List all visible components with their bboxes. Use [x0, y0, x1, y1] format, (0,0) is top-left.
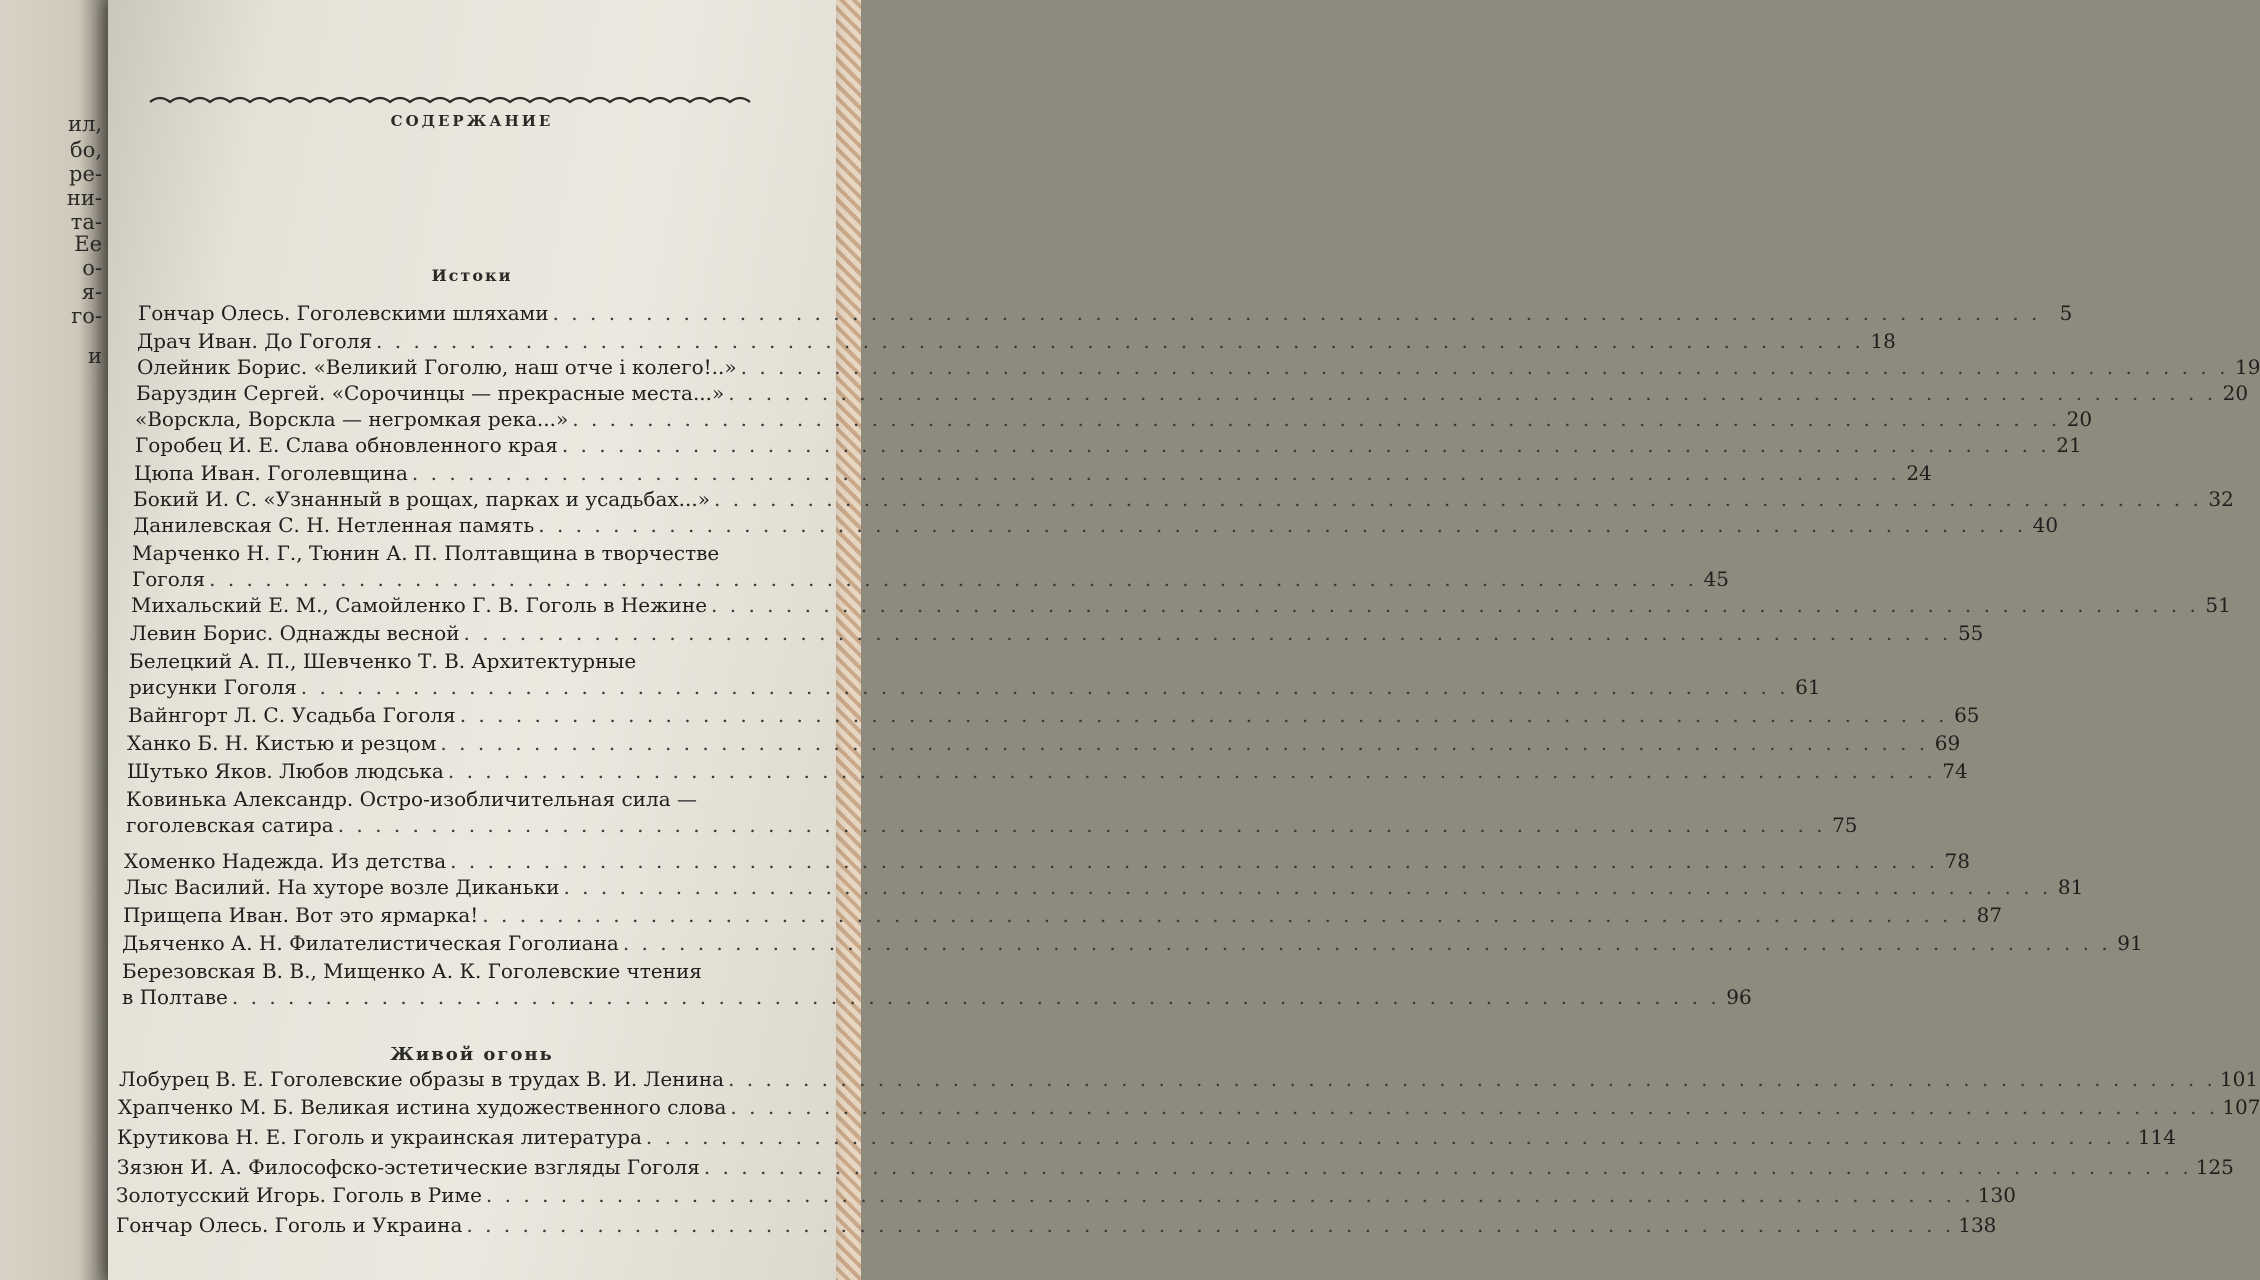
- dot-leader: . . . . . . . . . . . . . . . . . . . . . . . . . . . . . . . . . . . . . . . . . . . . . . . . . . . . . . . . . . . . . . . . . . . . . . . . . . . . . . . .: [572, 407, 2061, 431]
- toc-entry: [136, 380, 2249, 406]
- toc-page-number: 81: [2057, 875, 2084, 899]
- dot-leader: . . . . . . . . . . . . . . . . . . . . . . . . . . . . . . . . . . . . . . . . . . . . . . . . . . . . . . . . . . . . . . . . . . . . . . . . . . . . . . . .: [463, 621, 1952, 645]
- toc-entry: [124, 874, 2084, 900]
- toc-entry: [127, 730, 1961, 756]
- toc-entry-title: Дьяченко А. Н. Филателистическая Гоголиана: [122, 931, 619, 955]
- toc-entry-title: рисунки Гоголя: [129, 675, 297, 699]
- toc-entry-title: Гоголя: [132, 567, 206, 591]
- toc-entry-title: Крутикова Н. Е. Гоголь и украинская литература: [117, 1125, 642, 1149]
- toc-entry: [123, 902, 2003, 928]
- toc-entry: [117, 1154, 2234, 1180]
- toc-entry-title-line1: Марченко Н. Г., Тюнин А. П. Полтавщина в творчестве: [132, 541, 720, 565]
- dot-leader: . . . . . . . . . . . . . . . . . . . . . . . . . . . . . . . . . . . . . . . . . . . . . . . . . . . . . . . . . . . . . . . . . . . . . . . . . . . . . . . .: [740, 355, 2229, 379]
- dot-leader: . . . . . . . . . . . . . . . . . . . . . . . . . . . . . . . . . . . . . . . . . . . . . . . . . . . . . . . . . . . . . . . . . . . . . . . . . . . . . . . .: [231, 985, 1720, 1009]
- toc-page-number: 87: [1976, 903, 2003, 927]
- toc-page-number: 75: [1832, 813, 1858, 837]
- section-title: Истоки: [431, 266, 513, 285]
- toc-page-number: 125: [2195, 1155, 2234, 1179]
- toc-entry: [122, 958, 1752, 1010]
- toc-entry-title: Михальский Е. М., Самойленко Г. В. Гоголь в Нежине: [131, 593, 708, 617]
- toc-entry-title: Ханко Б. Н. Кистью и резцом: [127, 731, 437, 755]
- left-page-text: го-: [71, 304, 102, 328]
- dot-leader: . . . . . . . . . . . . . . . . . . . . . . . . . . . . . . . . . . . . . . . . . . . . . . . . . . . . . . . . . . . . . . . . . . . . . . . . . . . . . . . .: [730, 1095, 2219, 1119]
- left-page-text: та-: [70, 210, 102, 234]
- dot-leader: . . . . . . . . . . . . . . . . . . . . . . . . . . . . . . . . . . . . . . . . . . . . . . . . . . . . . . . . . . . . . . . . . . . . . . . . . . . . . . . .: [450, 849, 1938, 873]
- toc-page-number: 96: [1726, 985, 1752, 1009]
- toc-page-number: 5: [2059, 301, 2073, 325]
- toc-entry-title: Вайнгорт Л. С. Усадьба Гоголя: [128, 703, 456, 727]
- toc-entry-title: «Ворскла, Ворскла — негромкая река...»: [135, 407, 569, 431]
- toc-entry: [133, 512, 2059, 538]
- toc-entry-title: Олейник Борис. «Великий Гоголю, наш отче і колего!..»: [137, 355, 737, 379]
- toc-entry: [119, 1066, 2259, 1092]
- left-page-text: Ее: [74, 232, 102, 256]
- toc-entry: [128, 702, 1980, 728]
- left-page-text: о-: [82, 256, 102, 280]
- toc-entry-title: Драч Иван. До Гоголя: [137, 329, 373, 353]
- dot-leader: . . . . . . . . . . . . . . . . . . . . . . . . . . . . . . . . . . . . . . . . . . . . . . . . . . . . . . . . . . . . . . . . . . . . . . . . . . . . . . . .: [485, 1183, 1974, 1207]
- toc-entry: [118, 1094, 2260, 1120]
- dot-leader: . . . . . . . . . . . . . . . . . . . . . . . . . . . . . . . . . . . . . . . . . . . . . . . . . . . . . . . . . . . . . . . . . . . . . . . . . . . . . . . .: [728, 1067, 2216, 1091]
- toc-entry-title: Прищепа Иван. Вот это ярмарка!: [123, 903, 479, 927]
- left-page-text: ре-: [69, 162, 102, 186]
- toc-entry: [134, 460, 1932, 486]
- toc-entry: [137, 354, 2260, 380]
- toc-entry-title: Шутько Яков. Любов людська: [127, 759, 444, 783]
- toc-entry-title: Золотусский Игорь. Гоголь в Риме: [116, 1183, 482, 1207]
- toc-entry: [122, 930, 2143, 956]
- toc-page-number: 18: [1870, 329, 1896, 353]
- toc-page-number: 21: [2056, 433, 2082, 457]
- toc-page-number: 74: [1942, 759, 1968, 783]
- dot-leader: . . . . . . . . . . . . . . . . . . . . . . . . . . . . . . . . . . . . . . . . . . . . . . . . . . . . . . . . . . . . . . . . . . . . . . . . . . . . . . . .: [552, 301, 2041, 325]
- toc-page-number: 32: [2208, 487, 2234, 511]
- dot-leader: . . . . . . . . . . . . . . . . . . . . . . . . . . . . . . . . . . . . . . . . . . . . . . . . . . . . . . . . . . . . . . . . . . . . . . . . . . . . . . . .: [459, 703, 1948, 727]
- toc-page-number: 61: [1795, 675, 1821, 699]
- dot-leader: . . . . . . . . . . . . . . . . . . . . . . . . . . . . . . . . . . . . . . . . . . . . . . . . . . . . . . . . . . . . . . . . . . . . . . . . . . . . . . . .: [411, 461, 1900, 485]
- toc-page-number: 78: [1944, 849, 1970, 873]
- toc-entry-title: Бокий И. С. «Узнанный в рощах, парках и усадьбах...»: [133, 487, 710, 511]
- dot-leader: . . . . . . . . . . . . . . . . . . . . . . . . . . . . . . . . . . . . . . . . . . . . . . . . . . . . . . . . . . . . . . . . . . . . . . . . . . . . . . . .: [645, 1125, 2134, 1149]
- toc-entry: [132, 540, 1729, 592]
- dot-leader: . . . . . . . . . . . . . . . . . . . . . . . . . . . . . . . . . . . . . . . . . . . . . . . . . . . . . . . . . . . . . . . . . . . . . . . . . . . . . . . .: [376, 329, 1864, 353]
- dot-leader: . . . . . . . . . . . . . . . . . . . . . . . . . . . . . . . . . . . . . . . . . . . . . . . . . . . . . . . . . . . . . . . . . . . . . . . . . . . . . . . .: [561, 433, 2050, 457]
- toc-entry-title: Левин Борис. Однажды весной: [130, 621, 460, 645]
- left-page-text: я-: [81, 280, 102, 304]
- toc-entry: [126, 786, 1858, 838]
- toc-entry-title: Баруздин Сергей. «Сорочинцы — прекрасные места...»: [136, 381, 725, 405]
- toc-page-number: 138: [1958, 1213, 1997, 1237]
- toc-entry-title: гоголевская сатира: [126, 813, 334, 837]
- toc-page-number: 107: [2222, 1095, 2260, 1119]
- left-page-text: бо,: [70, 138, 102, 162]
- contents-page: [108, 0, 2260, 1280]
- toc-entry: [131, 592, 2231, 618]
- toc-entry-title: Зязюн И. А. Философско-эстетические взгляды Гоголя: [117, 1155, 700, 1179]
- toc-entry: [130, 620, 1984, 646]
- toc-entry: [138, 300, 2073, 326]
- toc-entry: [137, 328, 1896, 354]
- toc-entry-title: Храпченко М. Б. Великая истина художественного слова: [118, 1095, 727, 1119]
- toc-entry: [129, 648, 1821, 700]
- toc-entry-title-line1: Березовская В. В., Мищенко А. К. Гоголевские чтения: [122, 959, 702, 983]
- dot-leader: . . . . . . . . . . . . . . . . . . . . . . . . . . . . . . . . . . . . . . . . . . . . . . . . . . . . . . . . . . . . . . . . . . . . . . . . . . . . . . . .: [563, 875, 2052, 899]
- left-page-text: ил,: [67, 112, 102, 136]
- toc-entry-title: Цюпа Иван. Гоголевщина: [134, 461, 408, 485]
- dot-leader: . . . . . . . . . . . . . . . . . . . . . . . . . . . . . . . . . . . . . . . . . . . . . . . . . . . . . . . . . . . . . . . . . . . . . . . . . . . . . . . .: [728, 381, 2217, 405]
- toc-entry-title: в Полтаве: [122, 985, 228, 1009]
- left-page-text: ни-: [66, 186, 102, 210]
- dot-leader: . . . . . . . . . . . . . . . . . . . . . . . . . . . . . . . . . . . . . . . . . . . . . . . . . . . . . . . . . . . . . . . . . . . . . . . . . . . . . . . .: [711, 593, 2199, 617]
- toc-page-number: 19: [2235, 355, 2260, 379]
- page-title: СОДЕРЖАНИЕ: [390, 112, 554, 130]
- toc-page-number: 130: [1977, 1183, 2016, 1207]
- toc-page-number: 101: [2219, 1067, 2259, 1091]
- toc-entry: [135, 432, 2082, 458]
- toc-page-number: 20: [2066, 407, 2093, 431]
- dot-leader: . . . . . . . . . . . . . . . . . . . . . . . . . . . . . . . . . . . . . . . . . . . . . . . . . . . . . . . . . . . . . . . . . . . . . . . . . . . . . . . .: [703, 1155, 2192, 1179]
- toc-entry: [127, 758, 1968, 784]
- toc-page-number: 51: [2205, 593, 2231, 617]
- dot-leader: . . . . . . . . . . . . . . . . . . . . . . . . . . . . . . . . . . . . . . . . . . . . . . . . . . . . . . . . . . . . . . . . . . . . . . . . . . . . . . . .: [482, 903, 1971, 927]
- toc-entry: [116, 1212, 1997, 1238]
- dot-leader: . . . . . . . . . . . . . . . . . . . . . . . . . . . . . . . . . . . . . . . . . . . . . . . . . . . . . . . . . . . . . . . . . . . . . . . . . . . . . . . .: [622, 931, 2111, 955]
- section-title: Живой огонь: [390, 1044, 554, 1065]
- toc-page-number: 55: [1957, 621, 1984, 645]
- toc-page-number: 65: [1954, 703, 1980, 727]
- dot-leader: . . . . . . . . . . . . . . . . . . . . . . . . . . . . . . . . . . . . . . . . . . . . . . . . . . . . . . . . . . . . . . . . . . . . . . . . . . . . . . . .: [713, 487, 2202, 511]
- dot-leader: . . . . . . . . . . . . . . . . . . . . . . . . . . . . . . . . . . . . . . . . . . . . . . . . . . . . . . . . . . . . . . . . . . . . . . . . . . . . . . . .: [466, 1213, 1955, 1237]
- toc-entry: [135, 406, 2093, 432]
- dot-leader: . . . . . . . . . . . . . . . . . . . . . . . . . . . . . . . . . . . . . . . . . . . . . . . . . . . . . . . . . . . . . . . . . . . . . . . . . . . . . . . .: [300, 675, 1789, 699]
- toc-page-number: 114: [2137, 1125, 2176, 1149]
- toc-entry: [133, 486, 2234, 512]
- toc-entry-title: Хоменко Надежда. Из детства: [124, 849, 447, 873]
- toc-page-number: 20: [2222, 381, 2249, 405]
- toc-entry: [116, 1182, 2016, 1208]
- toc-page-number: 45: [1703, 567, 1729, 591]
- toc-entry-title: Лыс Василий. На хуторе возле Диканьки: [124, 875, 560, 899]
- toc-page-number: 24: [1906, 461, 1932, 485]
- left-page: [0, 0, 112, 1280]
- toc-entry: [124, 848, 1970, 874]
- toc-entry-title: Данилевская С. Н. Нетленная память: [133, 513, 535, 537]
- toc-page-number: 91: [2117, 931, 2143, 955]
- dot-leader: . . . . . . . . . . . . . . . . . . . . . . . . . . . . . . . . . . . . . . . . . . . . . . . . . . . . . . . . . . . . . . . . . . . . . . . . . . . . . . . .: [447, 759, 1936, 783]
- toc-entry-title: Лобурец В. Е. Гоголевские образы в трудах В. И. Ленина: [119, 1067, 725, 1091]
- toc-page-number: 40: [2032, 513, 2059, 537]
- left-page-text: и: [88, 344, 102, 368]
- dot-leader: . . . . . . . . . . . . . . . . . . . . . . . . . . . . . . . . . . . . . . . . . . . . . . . . . . . . . . . . . . . . . . . . . . . . . . . . . . . . . . . .: [440, 731, 1929, 755]
- toc-entry-title: Гончар Олесь. Гоголевскими шляхами: [138, 301, 549, 325]
- dot-leader: . . . . . . . . . . . . . . . . . . . . . . . . . . . . . . . . . . . . . . . . . . . . . . . . . . . . . . . . . . . . . . . . . . . . . . . . . . . . . . . .: [337, 813, 1826, 837]
- toc-page-number: 69: [1934, 731, 1961, 755]
- toc-entry: [117, 1124, 2176, 1150]
- dot-leader: . . . . . . . . . . . . . . . . . . . . . . . . . . . . . . . . . . . . . . . . . . . . . . . . . . . . . . . . . . . . . . . . . . . . . . . . . . . . . . . .: [209, 567, 1697, 591]
- toc-entry-title-line1: Ковинька Александр. Остро-изобличительная сила —: [126, 787, 697, 811]
- toc-entry-title: Гончар Олесь. Гоголь и Украина: [116, 1213, 463, 1237]
- scalloped-ornament: [144, 72, 764, 112]
- dot-leader: . . . . . . . . . . . . . . . . . . . . . . . . . . . . . . . . . . . . . . . . . . . . . . . . . . . . . . . . . . . . . . . . . . . . . . . . . . . . . . . .: [538, 513, 2027, 537]
- toc-entry-title-line1: Белецкий А. П., Шевченко Т. В. Архитектурные: [129, 649, 637, 673]
- toc-entry-title: Горобец И. Е. Слава обновленного края: [135, 433, 558, 457]
